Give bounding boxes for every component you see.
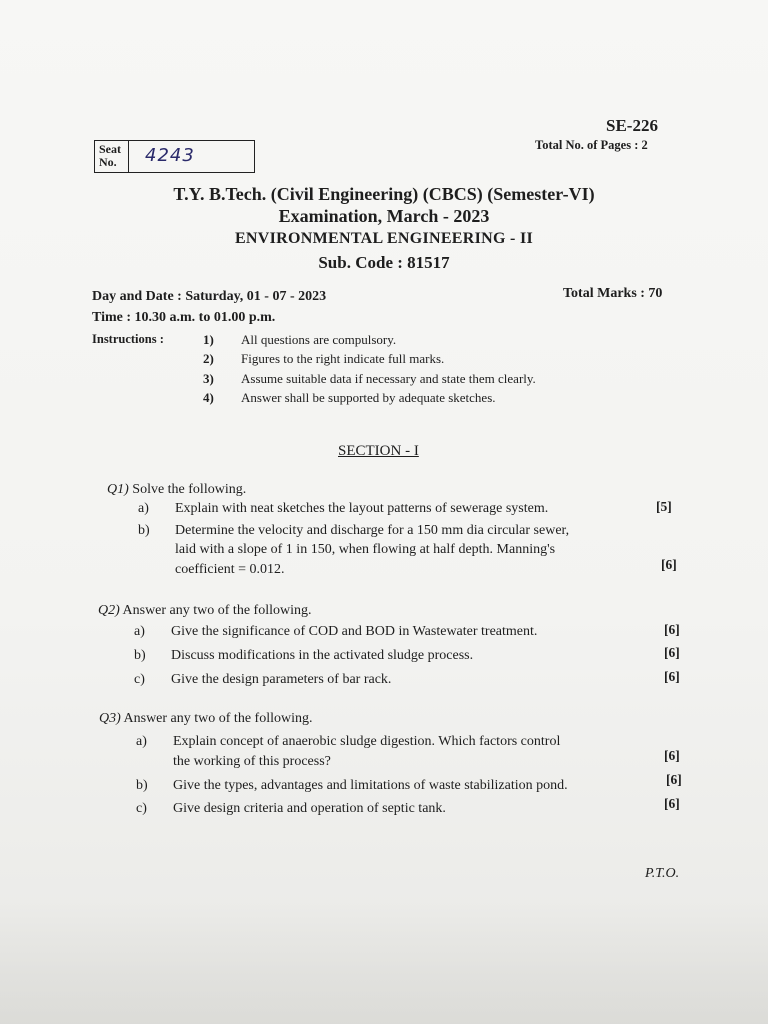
part-label: c): [134, 672, 145, 687]
part-text: Determine the velocity and discharge for a 150 mm dia circular sewer,: [175, 523, 570, 538]
part-text: laid with a slope of 1 in 150, when flowing at half depth. Manning's: [175, 542, 556, 557]
instruction-text: Answer shall be supported by adequate sketches.: [241, 390, 496, 405]
instruction-text: All questions are compulsory.: [241, 332, 397, 347]
part-text: Give the types, advantages and limitations of waste stabilization pond.: [173, 778, 568, 793]
seat-label: [95, 141, 129, 172]
part-text: coefficient = 0.012.: [175, 562, 285, 577]
part-text: Give the design parameters of bar rack.: [171, 672, 392, 687]
part-marks: [6]: [664, 796, 680, 811]
question-number: Q3): [99, 711, 121, 726]
day-date: Day and Date : Saturday, 01 - 07 - 2023: [92, 289, 327, 304]
please-turn-over: P.T.O.: [645, 866, 680, 881]
question-q2: [98, 603, 311, 619]
instruction-number: 2): [203, 351, 214, 366]
part-label: b): [134, 648, 146, 663]
instruction-text: Assume suitable data if necessary and state them clearly.: [241, 371, 536, 386]
seat-label-line2: No.: [99, 155, 117, 169]
seat-label-line1: Seat: [99, 142, 121, 156]
part-marks: [5]: [656, 499, 672, 514]
question-prompt: Answer any two of the following.: [122, 603, 312, 618]
instruction-number: 4): [203, 390, 214, 405]
instruction-text: Figures to the right indicate full marks.: [241, 351, 445, 366]
part-marks: [6]: [664, 645, 680, 660]
question-q1: [107, 482, 246, 498]
seat-number-box: [94, 140, 255, 173]
question-number: Q2): [98, 603, 120, 618]
part-label: b): [138, 523, 150, 538]
instruction-number: 3): [203, 371, 214, 386]
question-prompt: Solve the following.: [132, 482, 247, 497]
seat-number-handwritten: 4243: [145, 145, 195, 166]
part-text: Discuss modifications in the activated sludge process.: [171, 648, 474, 663]
subject-code: Sub. Code : 81517: [318, 253, 450, 272]
part-marks: [6]: [664, 669, 680, 684]
exam-time: Time : 10.30 a.m. to 01.00 p.m.: [92, 310, 276, 325]
part-label: a): [136, 734, 147, 749]
paper-shadow: [0, 900, 768, 1024]
course-title: T.Y. B.Tech. (Civil Engineering) (CBCS) (Semester-VI): [173, 184, 595, 204]
part-text: Explain with neat sketches the layout patterns of sewerage system.: [175, 501, 549, 516]
question-q3: [99, 711, 312, 727]
part-text: Give the significance of COD and BOD in Wastewater treatment.: [171, 624, 538, 639]
question-number: Q1): [107, 482, 129, 497]
part-text: Give design criteria and operation of septic tank.: [173, 801, 446, 816]
instructions-label: Instructions :: [92, 332, 164, 346]
part-text: Explain concept of anaerobic sludge digestion. Which factors control: [173, 734, 561, 749]
question-prompt: Answer any two of the following.: [123, 711, 313, 726]
total-marks: Total Marks : 70: [563, 286, 663, 301]
part-label: b): [136, 778, 148, 793]
part-marks: [6]: [664, 748, 680, 763]
instruction-number: 1): [203, 332, 214, 347]
part-marks: [6]: [664, 622, 680, 637]
part-label: a): [138, 501, 149, 516]
paper-code: SE-226: [606, 116, 658, 135]
section-title: SECTION - I: [338, 443, 419, 459]
part-label: c): [136, 801, 147, 816]
part-label: a): [134, 624, 145, 639]
exam-title: Examination, March - 2023: [278, 206, 490, 226]
subject-title: ENVIRONMENTAL ENGINEERING - II: [234, 230, 534, 247]
total-pages: Total No. of Pages : 2: [535, 138, 648, 152]
part-text: the working of this process?: [173, 754, 331, 769]
part-marks: [6]: [666, 772, 682, 787]
part-marks: [6]: [661, 557, 677, 572]
